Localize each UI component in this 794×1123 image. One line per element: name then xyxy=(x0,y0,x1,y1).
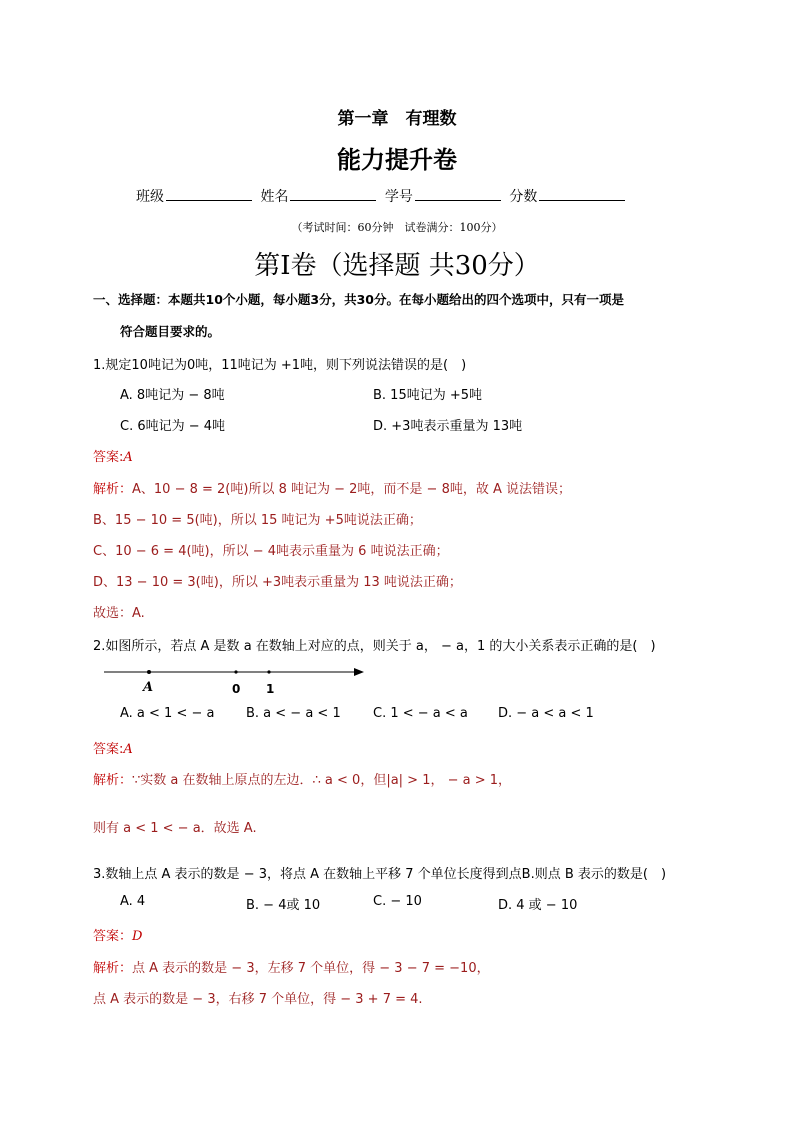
q1-analysis-1: A、10 − 8 = 2(吨)所以 8 吨记为 − 2吨，而不是 − 8吨，故 A 说法错误； xyxy=(132,482,572,497)
field-name-blank[interactable] xyxy=(290,186,376,201)
q2-option-b: B. a < − a < 1 xyxy=(246,706,341,721)
field-name-label: 姓名 xyxy=(260,189,289,205)
q3-stem: 3.数轴上点 A 表示的数是 − 3，将点 A 在数轴上平移 7 个单位长度得到点B.则点 B 表示的数是( ) xyxy=(93,867,667,882)
q1-option-d: D. +3吨表示重量为 13吨 xyxy=(373,419,523,434)
field-class-label: 班级 xyxy=(136,189,164,205)
q2-number-line xyxy=(100,660,370,700)
field-score-blank[interactable] xyxy=(539,186,625,201)
q1-option-c: C. 6吨记为 − 4吨 xyxy=(120,419,226,434)
field-score-label: 分数 xyxy=(509,189,538,205)
q1-option-a: A. 8吨记为 − 8吨 xyxy=(120,388,225,403)
field-id-blank[interactable] xyxy=(415,186,501,201)
number-line-point-one xyxy=(267,670,270,673)
q3-analysis-row xyxy=(93,957,490,976)
number-line-point-a xyxy=(147,670,151,674)
q1-analysis-row xyxy=(93,478,571,497)
q2-option-a: A. a < 1 < − a xyxy=(120,706,215,721)
q1-answer-label: 答案: xyxy=(93,450,124,465)
q1-analysis-2: B、15 − 10 = 5(吨)，所以 15 吨记为 +5吨说法正确； xyxy=(93,513,422,528)
exam-info: （考试时间：60分钟 试卷满分：100分） xyxy=(291,221,503,234)
q3-answer: D xyxy=(132,929,143,944)
volume-heading: 第Ⅰ卷（选择题 共30分） xyxy=(254,251,540,281)
q2-answer: A xyxy=(123,742,133,757)
q2-option-c: C. 1 < − a < a xyxy=(373,706,468,721)
q2-analysis-row xyxy=(93,769,511,788)
number-line-point-zero xyxy=(234,670,237,673)
student-info-fields xyxy=(136,186,629,206)
q2-analysis-2: 则有 a < 1 < − a．故选 A. xyxy=(93,821,257,836)
page-title: 能力提升卷 xyxy=(337,146,457,174)
q3-analysis-label: 解析： xyxy=(93,961,133,976)
q3-analysis-2: 点 A 表示的数是 − 3，右移 7 个单位，得 − 3 + 7 = 4. xyxy=(93,992,423,1007)
q1-analysis-3: C、10 − 6 = 4(吨)，所以 − 4吨表示重量为 6 吨说法正确； xyxy=(93,544,449,559)
q2-analysis-label: 解析： xyxy=(93,773,133,788)
q1-answer: A xyxy=(123,450,133,465)
number-line-label-a: A xyxy=(143,680,154,695)
number-line-label-one: 1 xyxy=(266,682,275,696)
number-line-label-zero: 0 xyxy=(232,682,241,696)
field-class-blank[interactable] xyxy=(166,186,252,201)
q3-answer-row xyxy=(93,925,142,944)
q3-answer-label: 答案： xyxy=(93,929,133,944)
q3-option-a: A. 4 xyxy=(120,894,146,909)
q2-answer-label: 答案: xyxy=(93,742,124,757)
q2-option-d: D. − a < a < 1 xyxy=(498,706,594,721)
q1-stem: 1.规定10吨记为0吨，11吨记为 +1吨，则下列说法错误的是( ) xyxy=(93,358,467,373)
q1-conclusion: 故选：A. xyxy=(93,606,145,621)
q2-stem: 2.如图所示，若点 A 是数 a 在数轴上对应的点，则关于 a， − a，1 的大小关系表示正确的是( ) xyxy=(93,639,656,654)
q1-answer-row xyxy=(93,446,133,465)
chapter-heading: 第一章 有理数 xyxy=(337,109,457,129)
field-id-label: 学号 xyxy=(384,189,413,205)
q2-answer-row xyxy=(93,738,133,757)
q3-option-d: D. 4 或 − 10 xyxy=(498,898,578,913)
section-instruction-line1: 一、选择题：本题共10个小题，每小题3分，共30分。在每小题给出的四个选项中，只有一项是 xyxy=(93,292,624,307)
number-line-arrow xyxy=(354,668,364,676)
q3-analysis-1: 点 A 表示的数是 − 3，左移 7 个单位，得 − 3 − 7 = −10， xyxy=(132,961,490,976)
q1-analysis-label: 解析： xyxy=(93,482,133,497)
q3-option-b: B. − 4或 10 xyxy=(246,898,321,913)
q2-analysis-1: ∵实数 a 在数轴上原点的左边．∴ a < 0，但|a| > 1， − a > 1， xyxy=(132,773,512,788)
section-instruction-line2: 符合题目要求的。 xyxy=(120,324,221,339)
q1-analysis-4: D、13 − 10 = 3(吨)，所以 +3吨表示重量为 13 吨说法正确； xyxy=(93,575,462,590)
q3-option-c: C. − 10 xyxy=(373,894,422,909)
q1-option-b: B. 15吨记为 +5吨 xyxy=(373,388,483,403)
